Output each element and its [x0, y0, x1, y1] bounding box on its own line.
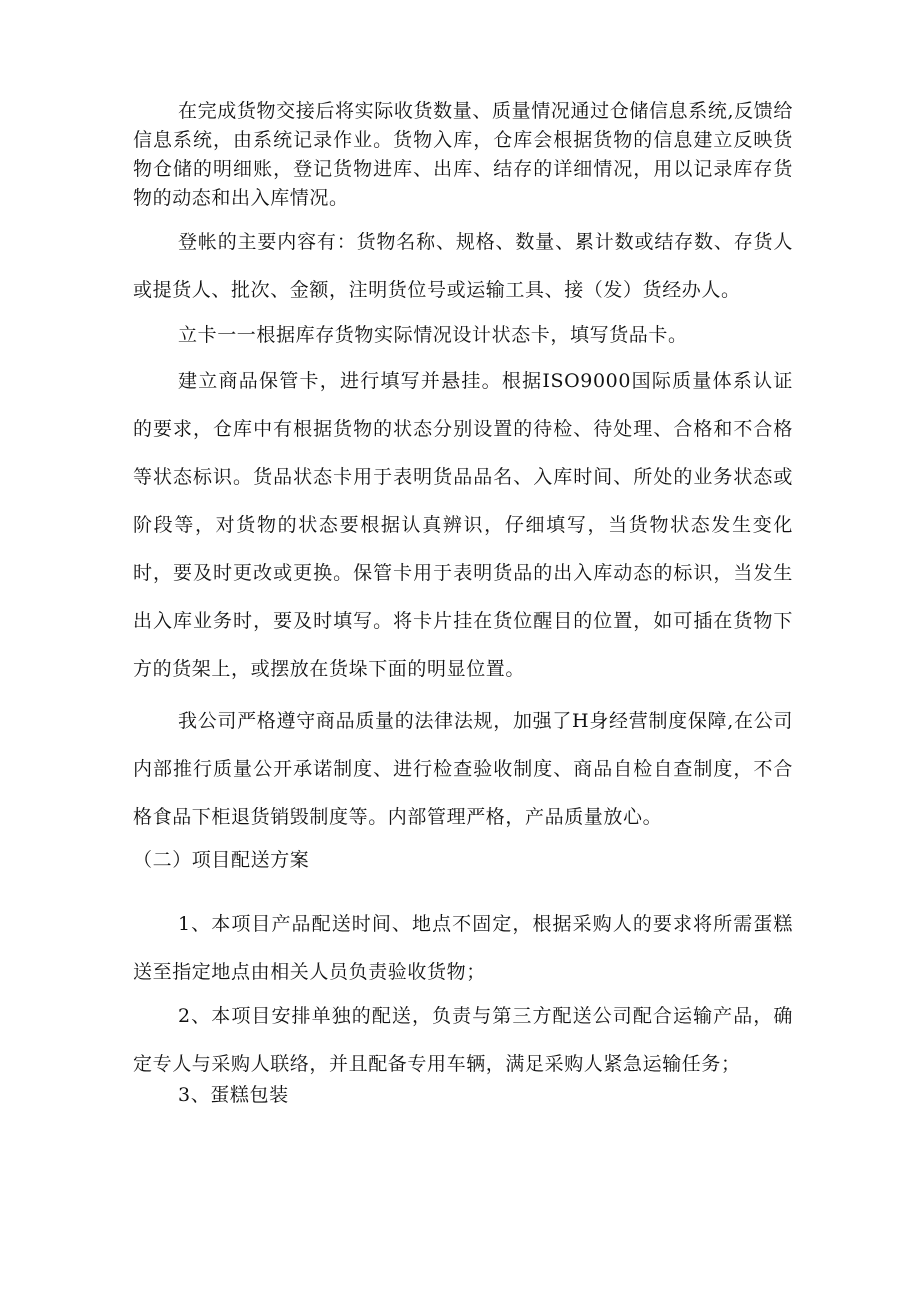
paragraph-status-card: 立卡一一根据库存货物实际情况设计状态卡，填写货品卡。: [178, 324, 688, 346]
paragraph-receiving-records: 在完成货物交接后将实际收货数量、质量情况通过仓储信息系统,反馈给信息系统，由系统记录作业。货物入库，仓库会根据货物的信息建立反映货物仓储的明细账，登记货物进库、出库、结存的详细情况，用以记录库存货物的动态和出入库情况。: [133, 100, 793, 209]
paragraph-ledger-contents: 登帐的主要内容有：货物名称、规格、数量、累计数或结存数、存货人或提货人、批次、金额，注明货位号或运输工具、接（发）货经办人。: [133, 231, 793, 301]
section-heading-delivery-plan: （二）项目配送方案: [133, 849, 310, 871]
delivery-item-2: 2、本项目安排单独的配送，负责与第三方配送公司配合运输产品，确定专人与采购人联络，并且配备专用车辆，满足采购人紧急运输任务；: [133, 1005, 793, 1075]
paragraph-storage-card: 建立商品保管卡，进行填写并悬挂。根据ISO9000国际质量体系认证的要求，仓库中有根据货物的状态分别设置的待检、待处理、合格和不合格等状态标识。货品状态卡用于表明货品品名、入库时间、所处的业务状态或阶段等，对货物的状态要根据认真辨识，仔细填写，当货物状态发生变化时，要及时更改或更换。保管卡用于表明货品的出入库动态的标识，当发生出入库业务时，要及时填写。将卡片挂在货位醒目的位置，如可插在货物下方的货架上，或摆放在货垛下面的明显位置。: [133, 370, 793, 680]
delivery-item-1: 1、本项目产品配送时间、地点不固定，根据采购人的要求将所需蛋糕送至指定地点由相关人员负责验收货物；: [133, 913, 793, 983]
delivery-item-3: 3、蛋糕包装: [178, 1084, 289, 1106]
paragraph-quality-policy: 我公司严格遵守商品质量的法律法规，加强了H身经营制度保障,在公司内部推行质量公开承诺制度、进行检查验收制度、商品自检自查制度，不合格食品下柜退货销毁制度等。内部管理严格，产品质量放心。: [133, 710, 793, 828]
